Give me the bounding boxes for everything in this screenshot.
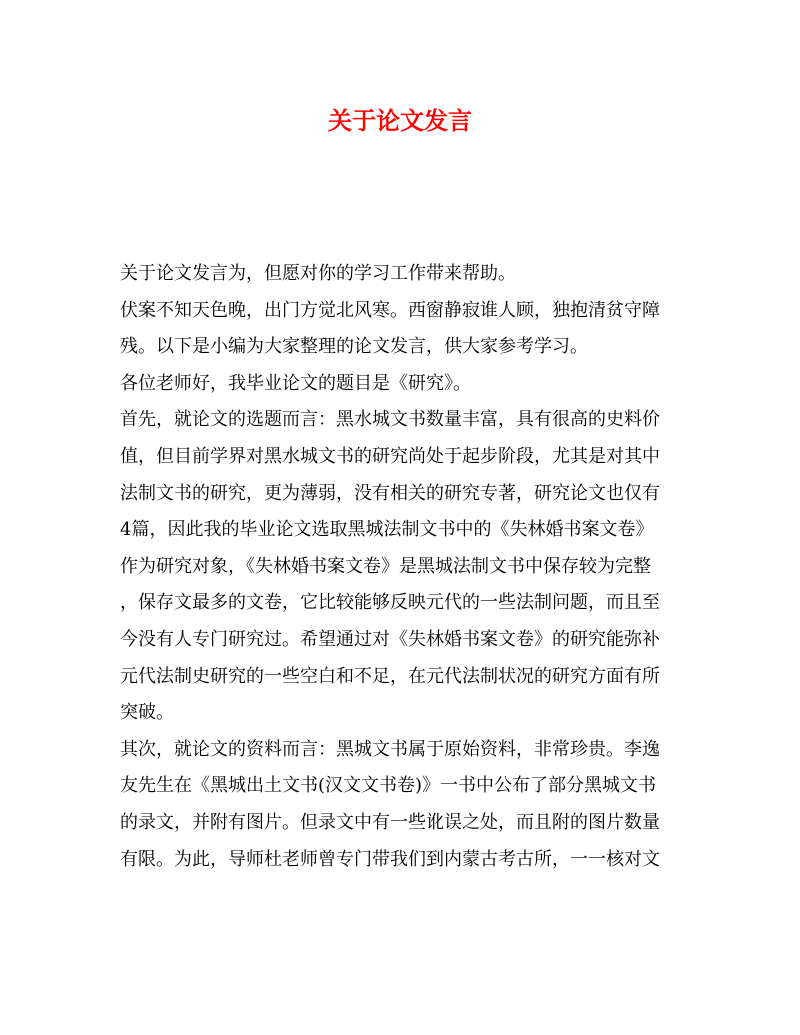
document-title: 关于论文发言 — [328, 106, 472, 135]
text-line: 友先生在《黑城出土文书(汉文文书卷)》一书中公布了部分黑城文书 — [120, 775, 657, 797]
text-line: 法制文书的研究，更为薄弱，没有相关的研究专著，研究论文也仅有 — [120, 482, 660, 504]
document-body — [120, 256, 672, 878]
text-line: 4篇，因此我的毕业论文选取黑城法制文书中的《失林婚书案文卷》 — [120, 519, 654, 541]
text-line: 元代法制史研究的一些空白和不足，在元代法制状况的研究方面有所 — [120, 665, 660, 687]
text-line: 作为研究对象，《失林婚书案文卷》是黑城法制文书中保存较为完整 — [120, 555, 651, 577]
text-line: 各位老师好，我毕业论文的题目是《研究》。 — [120, 372, 471, 394]
text-line: 关于论文发言为，但愿对你的学习工作带来帮助。 — [120, 263, 516, 284]
text-line: 残。以下是小编为大家整理的论文发言，供大家参考学习。 — [120, 336, 588, 358]
text-line: 其次，就论文的资料而言：黑城文书属于原始资料，非常珍贵。李逸 — [120, 738, 660, 760]
text-line: 的录文，并附有图片。但录文中有一些讹误之处，而且附的图片数量 — [120, 811, 660, 833]
text-line: 有限。为此，导师杜老师曾专门带我们到内蒙古考古所，一一核对文 — [120, 848, 660, 870]
text-line: 值，但目前学界对黑水城文书的研究尚处于起步阶段，尤其是对其中 — [120, 445, 660, 467]
text-line: 伏案不知天色晚，出门方觉北风寒。西窗静寂谁人顾，独抱清贫守障 — [120, 299, 660, 321]
text-line: 首先，就论文的选题而言：黑水城文书数量丰富，具有很高的史料价 — [120, 409, 660, 431]
text-line: 突破。 — [120, 702, 174, 724]
text-line: 今没有人专门研究过。希望通过对《失林婚书案文卷》的研究能弥补 — [120, 628, 660, 650]
text-line: ，保存文最多的文卷，它比较能够反映元代的一些法制问题，而且至 — [120, 592, 660, 614]
